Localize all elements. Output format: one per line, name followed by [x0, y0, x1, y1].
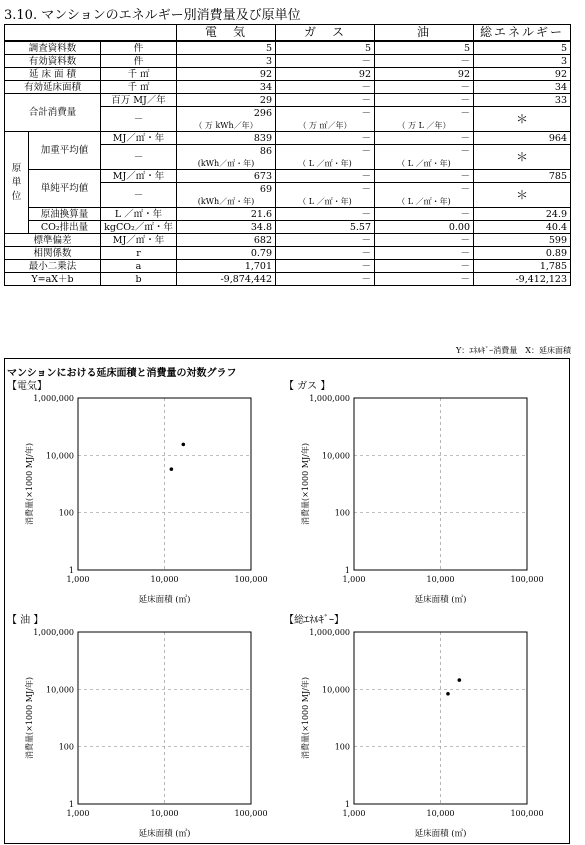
y-tick-label: 1	[344, 800, 350, 809]
row-unit: －	[101, 107, 177, 132]
table-row	[5, 170, 571, 183]
y-tick-label: 1	[68, 566, 74, 575]
cell-unit-note: （ 万 ㎥／年）	[276, 119, 375, 132]
graph-title-gas: 【 ガス 】	[284, 381, 331, 392]
row-unit: 件	[101, 41, 177, 55]
cell: －	[276, 247, 375, 260]
cell: ＊	[474, 107, 571, 132]
y-tick-label: 10,000	[46, 451, 74, 461]
row-unit: kgCO₂／㎡・年	[101, 221, 177, 234]
row-label: 相関係数	[5, 247, 101, 260]
header-blank	[5, 25, 177, 42]
row-label: CO₂排出量	[29, 221, 101, 234]
y-tick-label: 1,000,000	[33, 628, 74, 637]
table-header-row	[5, 25, 571, 42]
cell: 40.4	[474, 221, 571, 234]
table-row	[5, 81, 571, 94]
row-unit: －	[101, 183, 177, 208]
data-point	[446, 692, 450, 696]
graph-title-oil: 【 油 】	[7, 615, 44, 626]
data-point	[170, 467, 174, 471]
cell: －	[276, 94, 375, 107]
row-unit: MJ／㎡・年	[101, 132, 177, 145]
cell: －	[276, 273, 375, 286]
row-unit: MJ／㎡・年	[101, 234, 177, 247]
x-axis-label: 延床面積 (㎡)	[138, 829, 191, 839]
cell: 0.79	[177, 247, 276, 260]
cell: －	[375, 94, 474, 107]
cell: 5	[474, 41, 571, 55]
cell: 92	[474, 68, 571, 81]
chart-oil	[0, 614, 290, 844]
cell: 1,701	[177, 260, 276, 273]
row-unit: 千 ㎡	[101, 81, 177, 94]
cell-unit-note: （ L ／㎡・年)	[276, 195, 375, 208]
cell: 5.57	[276, 221, 375, 234]
cell: ＊	[474, 183, 571, 208]
cell: －	[375, 107, 474, 120]
row-unit: 百万 MJ／年	[101, 94, 177, 107]
cell: －	[375, 234, 474, 247]
cell-unit-note: （ L ／㎡・年)	[276, 157, 375, 170]
row-unit: －	[101, 145, 177, 170]
table-row	[5, 94, 571, 107]
cell: －	[375, 55, 474, 68]
cell-unit-note: (kWh／㎡・年)	[177, 157, 276, 170]
cell: －	[276, 145, 375, 158]
cell: －	[276, 183, 375, 196]
cell: －	[375, 81, 474, 94]
cell: 21.6	[177, 208, 276, 221]
cell-unit-note: (kWh／㎡・年)	[177, 195, 276, 208]
table-row	[5, 247, 571, 260]
cell: 839	[177, 132, 276, 145]
y-axis-label: 消費量(×1000 MJ/年)	[25, 677, 34, 759]
cell: ＊	[474, 145, 571, 170]
cell: －	[276, 234, 375, 247]
cell: －	[276, 132, 375, 145]
cell: －	[276, 81, 375, 94]
cell: －	[375, 208, 474, 221]
cell: －	[276, 170, 375, 183]
row-label: 加重平均値	[29, 132, 101, 170]
table-row	[5, 55, 571, 68]
cell: 0.00	[375, 221, 474, 234]
legend-note: Y：ｴﾈﾙｷﾞｰ消費量 X：延床面積	[456, 346, 571, 355]
cell: 0.89	[474, 247, 571, 260]
cell: 296	[177, 107, 276, 120]
cell: 69	[177, 183, 276, 196]
x-tick-label: 1,000	[66, 809, 90, 818]
consumption-table	[4, 24, 571, 286]
y-axis-label: 消費量(×1000 MJ/年)	[301, 443, 310, 525]
cell: 86	[177, 145, 276, 158]
graph-title-electricity: 【電気】	[7, 381, 47, 392]
x-tick-label: 1,000	[342, 809, 366, 818]
y-tick-label: 100	[334, 508, 350, 518]
col-gas: ガ ス	[276, 25, 375, 42]
chart-total	[276, 614, 566, 844]
gentani-label: 原単位	[5, 132, 29, 234]
cell: 92	[177, 68, 276, 81]
y-tick-label: 1,000,000	[309, 394, 350, 403]
x-tick-label: 1,000	[342, 575, 366, 584]
x-tick-label: 1,000	[66, 575, 90, 584]
x-axis-label: 延床面積 (㎡)	[414, 829, 467, 839]
y-tick-label: 10,000	[322, 451, 350, 461]
cell: －	[276, 208, 375, 221]
cell: 599	[474, 234, 571, 247]
x-tick-label: 10,000	[426, 575, 455, 584]
cell: 3	[177, 55, 276, 68]
cell: 34	[474, 81, 571, 94]
row-unit: 千 ㎡	[101, 68, 177, 81]
table-row	[5, 132, 571, 145]
cell: 1,785	[474, 260, 571, 273]
cell: 34.8	[177, 221, 276, 234]
row-label: 合計消費量	[5, 94, 101, 132]
y-tick-label: 1,000,000	[309, 628, 350, 637]
cell: 5	[276, 41, 375, 55]
col-electricity: 電 気	[177, 25, 276, 42]
y-tick-label: 100	[58, 742, 74, 752]
cell: －	[375, 247, 474, 260]
row-label: 単純平均値	[29, 170, 101, 208]
cell: 5	[375, 41, 474, 55]
cell: －	[375, 145, 474, 158]
x-tick-label: 100,000	[234, 809, 268, 818]
row-label: 有効延床面積	[5, 81, 101, 94]
cell: －	[375, 260, 474, 273]
cell-unit-note: （ 万 L ／年）	[375, 119, 474, 132]
chart-gas	[276, 380, 566, 610]
table-row	[5, 221, 571, 234]
y-tick-label: 10,000	[322, 685, 350, 695]
cell: 29	[177, 94, 276, 107]
row-unit: 件	[101, 55, 177, 68]
row-label: 標準偏差	[5, 234, 101, 247]
y-tick-label: 1	[344, 566, 350, 575]
chart-electricity	[0, 380, 290, 610]
cell: －	[276, 107, 375, 120]
row-label: 有効資料数	[5, 55, 101, 68]
page-title: 3.10. マンションのエネルギー別消費量及び原単位	[4, 8, 301, 23]
cell: 92	[375, 68, 474, 81]
y-tick-label: 100	[334, 742, 350, 752]
x-tick-label: 10,000	[150, 809, 179, 818]
table-row	[5, 273, 571, 286]
x-tick-label: 10,000	[426, 809, 455, 818]
x-tick-label: 100,000	[510, 809, 544, 818]
table-row	[5, 41, 571, 55]
row-label: 原油換算量	[29, 208, 101, 221]
y-tick-label: 1	[68, 800, 74, 809]
cell: 785	[474, 170, 571, 183]
row-unit: a	[101, 260, 177, 273]
row-label: 最小二乗法	[5, 260, 101, 273]
table-row	[5, 234, 571, 247]
cell: 682	[177, 234, 276, 247]
y-tick-label: 10,000	[46, 685, 74, 695]
cell: 92	[276, 68, 375, 81]
cell: －	[375, 170, 474, 183]
row-unit: r	[101, 247, 177, 260]
data-point	[182, 443, 186, 447]
y-axis-label: 消費量(×1000 MJ/年)	[301, 677, 310, 759]
table-row	[5, 68, 571, 81]
y-tick-label: 1,000,000	[33, 394, 74, 403]
row-label: 調査資料数	[5, 41, 101, 55]
cell-unit-note: （ 万 kWh／年）	[177, 119, 276, 132]
y-tick-label: 100	[58, 508, 74, 518]
cell-unit-note: （ L ／㎡・年)	[375, 157, 474, 170]
cell: 5	[177, 41, 276, 55]
cell: -9,412,123	[474, 273, 571, 286]
cell: -9,874,442	[177, 273, 276, 286]
row-unit: MJ／㎡・年	[101, 170, 177, 183]
row-label: Y=aX＋b	[5, 273, 101, 286]
x-axis-label: 延床面積 (㎡)	[414, 595, 467, 605]
cell: 964	[474, 132, 571, 145]
graph-title-total: 【総ｴﾈﾙｷﾞｰ】	[284, 615, 344, 626]
col-oil: 油	[375, 25, 474, 42]
x-tick-label: 100,000	[510, 575, 544, 584]
cell: 3	[474, 55, 571, 68]
col-total: 総エネルギー	[474, 25, 571, 42]
cell: －	[375, 132, 474, 145]
cell: －	[276, 260, 375, 273]
table-row	[5, 208, 571, 221]
cell: 24.9	[474, 208, 571, 221]
cell: －	[375, 273, 474, 286]
graphs-title: マンションにおける延床面積と消費量の対数グラフ	[7, 368, 237, 379]
cell: －	[276, 55, 375, 68]
cell: 33	[474, 94, 571, 107]
row-label: 延 床 面 積	[5, 68, 101, 81]
cell: －	[375, 183, 474, 196]
x-tick-label: 10,000	[150, 575, 179, 584]
cell: 34	[177, 81, 276, 94]
row-unit: b	[101, 273, 177, 286]
x-axis-label: 延床面積 (㎡)	[138, 595, 191, 605]
row-unit: L ／㎡・年	[101, 208, 177, 221]
y-axis-label: 消費量(×1000 MJ/年)	[25, 443, 34, 525]
cell: 673	[177, 170, 276, 183]
cell-unit-note: （ L ／㎡・年)	[375, 195, 474, 208]
data-point	[458, 678, 462, 682]
table-row	[5, 260, 571, 273]
x-tick-label: 100,000	[234, 575, 268, 584]
